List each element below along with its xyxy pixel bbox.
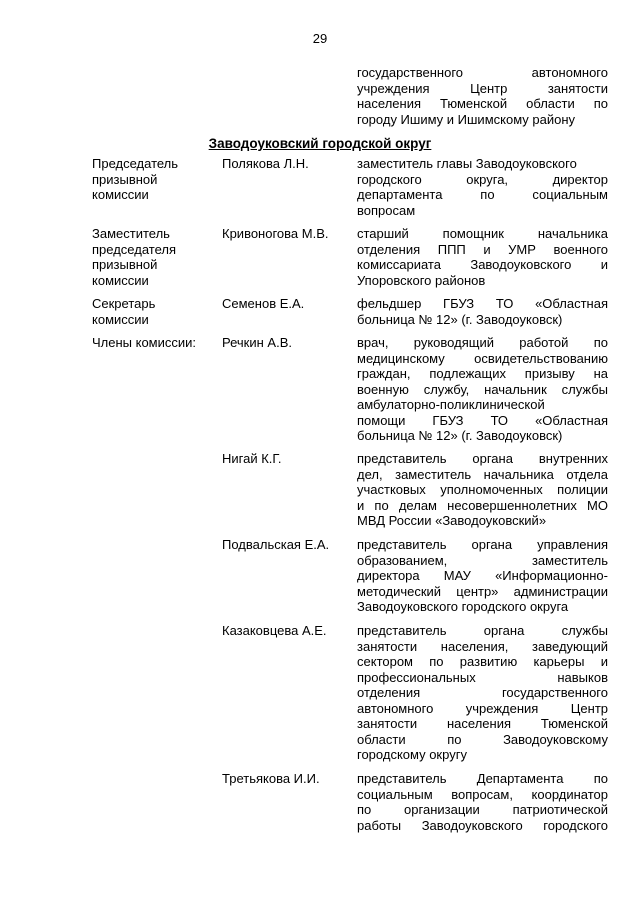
text-line: представитель органа внутренних	[357, 451, 608, 466]
section-heading: Заводоуковский городской округ	[208, 136, 432, 151]
member-description	[357, 537, 608, 615]
member-name: Полякова Л.Н.	[222, 156, 309, 171]
text-line: старший помощник начальника	[357, 226, 608, 241]
commission-row	[0, 771, 640, 841]
member-name: Третьякова И.И.	[222, 771, 320, 786]
text-line: работы Заводоуковского городского	[357, 817, 608, 833]
text-line: государственного автономного	[357, 65, 608, 80]
text-line: по организации патриотической	[357, 802, 608, 817]
text-line: автономного учреждения Центр	[357, 700, 608, 716]
member-description	[357, 335, 608, 444]
text-line: МВД России «Заводоуковский»	[357, 513, 547, 528]
member-name: Речкин А.В.	[222, 335, 292, 350]
text-line: директора МАУ «Информационно-	[357, 568, 608, 583]
commission-row	[0, 537, 640, 623]
member-description	[357, 771, 608, 833]
text-line: больница № 12» (г. Заводоуковск)	[357, 428, 563, 443]
commission-list	[0, 156, 640, 841]
member-name: Нигай К.Г.	[222, 451, 282, 466]
member-name: Казаковцева А.Е.	[222, 623, 327, 638]
text-line: больница № 12» (г. Заводоуковск)	[357, 311, 563, 327]
text-line: представитель Департамента по	[357, 771, 608, 786]
text-line: комиссариата Заводоуковского и	[357, 257, 608, 272]
text-line: занятости населения Тюменской	[357, 716, 608, 731]
page-number: 29	[312, 31, 328, 46]
text-line: области по Заводоуковскому	[357, 731, 608, 747]
text-line: Упоровского районов	[357, 272, 486, 288]
text-line: социальным вопросам, координатор	[357, 786, 608, 802]
member-description	[357, 623, 608, 763]
role-label: Члены комиссии:	[92, 335, 197, 350]
text-line: заместитель главы Заводоуковского	[357, 156, 577, 171]
text-line: фельдшер ГБУЗ ТО «Областная	[357, 296, 608, 311]
text-line: Заводоуковского городского округа	[357, 599, 569, 614]
text-line: городскому округу	[357, 747, 467, 762]
role-label: Секретарь комиссии	[92, 296, 156, 327]
commission-row	[0, 296, 640, 335]
text-line: медицинскому освидетельствованию	[357, 350, 608, 366]
text-line: отделения ППП и УМР военного	[357, 241, 608, 257]
text-line: сектором по развитию карьеры и	[357, 654, 608, 669]
text-line: образованием, заместитель	[357, 552, 608, 568]
text-line: городу Ишиму и Ишимскому району	[357, 111, 576, 127]
text-line: амбулаторно-поликлинической	[357, 397, 545, 412]
text-line: отделения государственного	[357, 685, 608, 700]
text-line: военную службу, начальник службы	[357, 381, 608, 397]
commission-row	[0, 226, 640, 296]
text-line: дел, заместитель начальника отдела	[357, 466, 608, 482]
continuation-text	[357, 65, 608, 127]
commission-row	[0, 335, 640, 451]
member-description	[357, 156, 608, 218]
text-line: и по делам несовершеннолетних МО	[357, 497, 608, 513]
text-line: профессиональных навыков	[357, 669, 608, 685]
text-line: департамента по социальным	[357, 187, 608, 202]
member-name: Подвальская Е.А.	[222, 537, 330, 552]
commission-row	[0, 156, 640, 226]
text-line: методический центр» администрации	[357, 583, 608, 599]
member-description	[357, 226, 608, 288]
role-label: Заместитель председателя призывной комиссии	[92, 226, 177, 288]
text-line: врач, руководящий работой по	[357, 335, 608, 350]
role-label: Председатель призывной комиссии	[92, 156, 179, 202]
text-line: вопросам	[357, 202, 416, 218]
text-line: представитель органа службы	[357, 623, 608, 638]
text-line: учреждения Центр занятости	[357, 80, 608, 96]
text-line: населения Тюменской области по	[357, 96, 608, 111]
text-line: граждан, подлежащих призыву на	[357, 366, 608, 381]
commission-row	[0, 451, 640, 537]
member-name: Семенов Е.А.	[222, 296, 305, 311]
member-description	[357, 296, 608, 327]
member-description	[357, 451, 608, 529]
text-line: участковых уполномоченных полиции	[357, 482, 608, 497]
text-line: представитель органа управления	[357, 537, 608, 552]
member-name: Кривоногова М.В.	[222, 226, 329, 241]
text-line: помощи ГБУЗ ТО «Областная	[357, 412, 608, 428]
text-line: занятости населения, заведующий	[357, 638, 608, 654]
text-line: городского округа, директор	[357, 171, 608, 187]
commission-row	[0, 623, 640, 771]
